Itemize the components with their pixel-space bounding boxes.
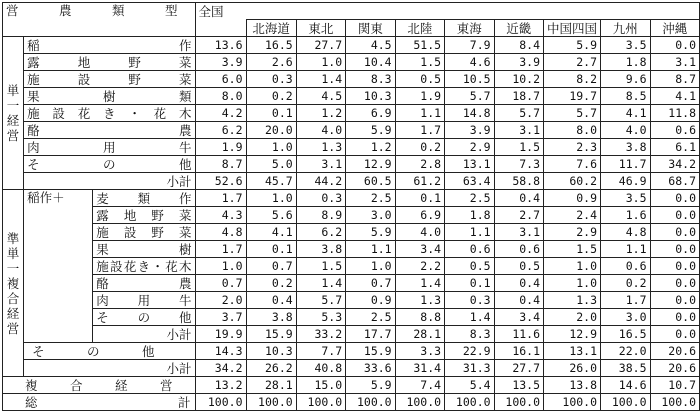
row-label: 小計 xyxy=(24,173,195,190)
value-cell: 1.7 xyxy=(195,190,246,207)
header-region: 九州 xyxy=(601,20,650,37)
row-label: 小計 xyxy=(93,326,195,343)
table-row xyxy=(3,88,700,105)
value-cell: 1.0 xyxy=(296,54,345,71)
header-region: 近畿 xyxy=(494,20,543,37)
value-cell: 8.7 xyxy=(650,71,700,88)
value-cell: 5.9 xyxy=(346,122,395,139)
value-cell: 3.9 xyxy=(445,122,494,139)
value-cell: 52.6 xyxy=(195,173,246,190)
value-cell: 0.0 xyxy=(650,207,700,224)
value-cell: 4.1 xyxy=(601,105,650,122)
value-cell: 2.9 xyxy=(544,224,601,241)
value-cell: 34.2 xyxy=(195,360,246,377)
value-cell: 20.6 xyxy=(650,343,700,360)
value-cell: 1.4 xyxy=(296,71,345,88)
value-cell: 11.7 xyxy=(601,156,650,173)
value-cell: 4.3 xyxy=(195,207,246,224)
table-row xyxy=(3,224,700,241)
value-cell: 2.5 xyxy=(346,309,395,326)
value-cell: 3.5 xyxy=(601,190,650,207)
value-cell: 19.7 xyxy=(544,88,601,105)
header-region: 関東 xyxy=(346,20,395,37)
value-cell: 10.4 xyxy=(346,54,395,71)
value-cell: 1.4 xyxy=(395,275,444,292)
value-cell: 1.9 xyxy=(395,88,444,105)
value-cell: 33.6 xyxy=(346,360,395,377)
row-label: その他 xyxy=(24,343,195,360)
farm-type-table xyxy=(2,2,700,411)
row-label: 複合経営 xyxy=(3,377,196,394)
value-cell: 1.0 xyxy=(544,258,601,275)
value-cell: 1.1 xyxy=(601,241,650,258)
value-cell: 8.2 xyxy=(544,71,601,88)
value-cell: 28.1 xyxy=(395,326,444,343)
value-cell: 5.9 xyxy=(346,224,395,241)
value-cell: 6.2 xyxy=(195,122,246,139)
row-label: 小計 xyxy=(24,360,195,377)
value-cell: 8.0 xyxy=(544,122,601,139)
table-row xyxy=(3,207,700,224)
value-cell: 18.7 xyxy=(494,88,543,105)
table-row xyxy=(3,37,700,54)
value-cell: 26.0 xyxy=(544,360,601,377)
value-cell: 8.7 xyxy=(195,156,246,173)
section-label-char: 経 xyxy=(6,113,20,128)
value-cell: 31.4 xyxy=(395,360,444,377)
header-region: 中国四国 xyxy=(544,20,601,37)
value-cell: 46.9 xyxy=(601,173,650,190)
value-cell: 0.7 xyxy=(246,258,296,275)
header-region: 東海 xyxy=(445,20,494,37)
value-cell: 1.4 xyxy=(296,275,345,292)
value-cell: 4.8 xyxy=(195,224,246,241)
value-cell: 1.0 xyxy=(246,139,296,156)
value-cell: 1.3 xyxy=(395,292,444,309)
value-cell: 2.4 xyxy=(544,207,601,224)
value-cell: 100.0 xyxy=(195,394,246,411)
value-cell: 8.3 xyxy=(445,326,494,343)
value-cell: 60.5 xyxy=(346,173,395,190)
value-cell: 8.8 xyxy=(395,309,444,326)
value-cell: 0.2 xyxy=(246,275,296,292)
header-region: 北海道 xyxy=(246,20,296,37)
value-cell: 27.7 xyxy=(494,360,543,377)
table-row xyxy=(3,343,700,360)
table-row xyxy=(3,326,700,343)
value-cell: 6.9 xyxy=(395,207,444,224)
value-cell: 5.7 xyxy=(494,105,543,122)
section-label-char: 一 xyxy=(6,98,20,113)
value-cell: 2.5 xyxy=(346,190,395,207)
value-cell: 3.1 xyxy=(494,122,543,139)
value-cell: 6.2 xyxy=(296,224,345,241)
value-cell: 1.0 xyxy=(195,258,246,275)
value-cell: 1.5 xyxy=(494,139,543,156)
value-cell: 7.6 xyxy=(544,156,601,173)
value-cell: 1.2 xyxy=(296,105,345,122)
quasi-section-label xyxy=(3,190,24,377)
value-cell: 44.2 xyxy=(296,173,345,190)
single-section-label xyxy=(3,37,24,190)
table-row xyxy=(3,258,700,275)
value-cell: 3.8 xyxy=(246,309,296,326)
value-cell: 8.3 xyxy=(346,71,395,88)
value-cell: 11.6 xyxy=(494,326,543,343)
table-row xyxy=(3,377,700,394)
value-cell: 33.2 xyxy=(296,326,345,343)
value-cell: 15.9 xyxy=(246,326,296,343)
value-cell: 14.3 xyxy=(195,343,246,360)
value-cell: 0.6 xyxy=(445,241,494,258)
value-cell: 100.0 xyxy=(395,394,444,411)
value-cell: 1.7 xyxy=(395,122,444,139)
value-cell: 3.9 xyxy=(494,54,543,71)
value-cell: 2.7 xyxy=(494,207,543,224)
value-cell: 3.5 xyxy=(601,37,650,54)
section-label-char: 単 xyxy=(6,83,20,98)
value-cell: 22.9 xyxy=(445,343,494,360)
value-cell: 8.5 xyxy=(601,88,650,105)
value-cell: 58.8 xyxy=(494,173,543,190)
value-cell: 10.3 xyxy=(346,88,395,105)
value-cell: 6.0 xyxy=(195,71,246,88)
value-cell: 0.4 xyxy=(246,292,296,309)
value-cell: 13.1 xyxy=(544,343,601,360)
table-row xyxy=(3,394,700,411)
value-cell: 0.0 xyxy=(650,326,700,343)
table-row xyxy=(3,241,700,258)
value-cell: 16.5 xyxy=(601,326,650,343)
value-cell: 5.7 xyxy=(544,105,601,122)
value-cell: 3.1 xyxy=(296,156,345,173)
value-cell: 0.0 xyxy=(650,224,700,241)
value-cell: 7.4 xyxy=(395,377,444,394)
table-row xyxy=(3,139,700,156)
value-cell: 1.3 xyxy=(296,139,345,156)
header-region: 北陸 xyxy=(395,20,444,37)
value-cell: 1.0 xyxy=(544,275,601,292)
value-cell: 11.8 xyxy=(650,105,700,122)
value-cell: 1.9 xyxy=(195,139,246,156)
value-cell: 8.0 xyxy=(195,88,246,105)
value-cell: 51.5 xyxy=(395,37,444,54)
value-cell: 0.3 xyxy=(246,71,296,88)
value-cell: 20.6 xyxy=(650,360,700,377)
section-label-char: 単 xyxy=(6,245,20,261)
value-cell: 100.0 xyxy=(650,394,700,411)
row-label: 総計 xyxy=(3,394,196,411)
row-label: 肉用牛 xyxy=(24,139,195,156)
value-cell: 3.8 xyxy=(601,139,650,156)
value-cell: 2.3 xyxy=(544,139,601,156)
value-cell: 0.5 xyxy=(395,71,444,88)
value-cell: 45.7 xyxy=(246,173,296,190)
value-cell: 4.1 xyxy=(650,88,700,105)
section-label-char: 経 xyxy=(6,305,20,321)
value-cell: 4.6 xyxy=(445,54,494,71)
value-cell: 16.1 xyxy=(494,343,543,360)
value-cell: 0.7 xyxy=(195,275,246,292)
value-cell: 1.1 xyxy=(445,224,494,241)
value-cell: 0.3 xyxy=(445,292,494,309)
value-cell: 0.0 xyxy=(650,241,700,258)
value-cell: 61.2 xyxy=(395,173,444,190)
value-cell: 14.8 xyxy=(445,105,494,122)
value-cell: 0.3 xyxy=(296,190,345,207)
value-cell: 60.2 xyxy=(544,173,601,190)
value-cell: 3.4 xyxy=(395,241,444,258)
section-label-char: 営 xyxy=(6,320,20,336)
value-cell: 4.2 xyxy=(195,105,246,122)
value-cell: 5.6 xyxy=(246,207,296,224)
row-label: 施設花き・花木 xyxy=(24,105,195,122)
value-cell: 6.1 xyxy=(650,139,700,156)
value-cell: 1.7 xyxy=(195,241,246,258)
value-cell: 2.0 xyxy=(195,292,246,309)
row-label: 露地野菜 xyxy=(24,54,195,71)
value-cell: 2.8 xyxy=(395,156,444,173)
value-cell: 0.7 xyxy=(346,275,395,292)
value-cell: 0.4 xyxy=(494,275,543,292)
value-cell: 2.7 xyxy=(544,54,601,71)
value-cell: 3.7 xyxy=(195,309,246,326)
table-row xyxy=(3,156,700,173)
value-cell: 13.2 xyxy=(195,377,246,394)
value-cell: 2.9 xyxy=(445,139,494,156)
value-cell: 1.5 xyxy=(395,54,444,71)
value-cell: 4.8 xyxy=(601,224,650,241)
value-cell: 0.0 xyxy=(650,37,700,54)
value-cell: 10.2 xyxy=(494,71,543,88)
value-cell: 4.1 xyxy=(246,224,296,241)
value-cell: 31.3 xyxy=(445,360,494,377)
value-cell: 1.0 xyxy=(346,258,395,275)
value-cell: 1.3 xyxy=(544,292,601,309)
value-cell: 0.0 xyxy=(650,190,700,207)
header-region: 東北 xyxy=(296,20,345,37)
value-cell: 1.6 xyxy=(601,207,650,224)
value-cell: 8.9 xyxy=(296,207,345,224)
value-cell: 13.1 xyxy=(445,156,494,173)
table-row xyxy=(3,122,700,139)
value-cell: 1.1 xyxy=(395,105,444,122)
value-cell: 14.6 xyxy=(601,377,650,394)
value-cell: 1.5 xyxy=(544,241,601,258)
section-label-char: 準 xyxy=(6,230,20,246)
row-label: その他 xyxy=(24,156,195,173)
table-row xyxy=(3,292,700,309)
value-cell: 4.0 xyxy=(601,122,650,139)
row-label: 果樹類 xyxy=(24,88,195,105)
value-cell: 7.9 xyxy=(445,37,494,54)
table-row xyxy=(3,309,700,326)
value-cell: 0.1 xyxy=(246,241,296,258)
value-cell: 19.9 xyxy=(195,326,246,343)
value-cell: 1.5 xyxy=(296,258,345,275)
value-cell: 3.4 xyxy=(494,309,543,326)
value-cell: 100.0 xyxy=(445,394,494,411)
value-cell: 100.0 xyxy=(346,394,395,411)
row-label: 施設野菜 xyxy=(24,71,195,88)
value-cell: 34.2 xyxy=(650,156,700,173)
value-cell: 0.9 xyxy=(544,190,601,207)
value-cell: 0.1 xyxy=(246,105,296,122)
table-row xyxy=(3,54,700,71)
value-cell: 8.4 xyxy=(494,37,543,54)
value-cell: 1.2 xyxy=(346,139,395,156)
value-cell: 5.0 xyxy=(246,156,296,173)
table-row xyxy=(3,71,700,88)
header-region: 沖縄 xyxy=(650,20,700,37)
value-cell: 0.2 xyxy=(395,139,444,156)
value-cell: 13.8 xyxy=(544,377,601,394)
value-cell: 7.7 xyxy=(296,343,345,360)
value-cell: 100.0 xyxy=(296,394,345,411)
row-label: 麦類作 xyxy=(93,190,195,207)
value-cell: 5.7 xyxy=(445,88,494,105)
value-cell: 1.0 xyxy=(246,190,296,207)
value-cell: 0.0 xyxy=(650,309,700,326)
value-cell: 0.2 xyxy=(246,88,296,105)
value-cell: 1.7 xyxy=(601,292,650,309)
value-cell: 28.1 xyxy=(246,377,296,394)
value-cell: 10.3 xyxy=(246,343,296,360)
value-cell: 15.9 xyxy=(346,343,395,360)
value-cell: 1.4 xyxy=(445,309,494,326)
header-national-spacer xyxy=(195,20,246,37)
value-cell: 15.0 xyxy=(296,377,345,394)
value-cell: 9.6 xyxy=(601,71,650,88)
value-cell: 100.0 xyxy=(246,394,296,411)
value-cell: 38.5 xyxy=(601,360,650,377)
value-cell: 2.5 xyxy=(445,190,494,207)
value-cell: 13.5 xyxy=(494,377,543,394)
value-cell: 10.5 xyxy=(445,71,494,88)
value-cell: 3.1 xyxy=(494,224,543,241)
value-cell: 100.0 xyxy=(601,394,650,411)
row-label: 露地野菜 xyxy=(93,207,195,224)
value-cell: 0.4 xyxy=(494,292,543,309)
value-cell: 27.7 xyxy=(296,37,345,54)
value-cell: 0.4 xyxy=(494,190,543,207)
value-cell: 1.1 xyxy=(346,241,395,258)
value-cell: 6.9 xyxy=(346,105,395,122)
value-cell: 63.4 xyxy=(445,173,494,190)
value-cell: 20.0 xyxy=(246,122,296,139)
value-cell: 4.5 xyxy=(296,88,345,105)
value-cell: 2.0 xyxy=(544,309,601,326)
rice-plus-label: 稲作＋ xyxy=(24,190,93,343)
value-cell: 3.8 xyxy=(296,241,345,258)
value-cell: 0.6 xyxy=(601,258,650,275)
table-row xyxy=(3,275,700,292)
value-cell: 3.9 xyxy=(195,54,246,71)
value-cell: 13.6 xyxy=(195,37,246,54)
value-cell: 5.3 xyxy=(296,309,345,326)
value-cell: 3.1 xyxy=(650,54,700,71)
value-cell: 3.3 xyxy=(395,343,444,360)
table-row xyxy=(3,190,700,207)
table-row xyxy=(3,105,700,122)
table-row xyxy=(3,173,700,190)
value-cell: 3.0 xyxy=(601,309,650,326)
row-label: その他 xyxy=(93,309,195,326)
value-cell: 0.5 xyxy=(445,258,494,275)
value-cell: 0.5 xyxy=(494,258,543,275)
row-label: 果樹 xyxy=(93,241,195,258)
value-cell: 4.5 xyxy=(346,37,395,54)
value-cell: 5.9 xyxy=(544,37,601,54)
row-label: 稲作 xyxy=(24,37,195,54)
value-cell: 12.9 xyxy=(346,156,395,173)
value-cell: 3.0 xyxy=(346,207,395,224)
value-cell: 2.2 xyxy=(395,258,444,275)
section-label-char: 合 xyxy=(6,290,20,306)
row-label: 肉用牛 xyxy=(93,292,195,309)
value-cell: 0.6 xyxy=(650,122,700,139)
section-label-char: 営 xyxy=(6,128,20,143)
row-label: 酪農 xyxy=(93,275,195,292)
section-label-char: 一 xyxy=(6,260,20,276)
value-cell: 0.9 xyxy=(346,292,395,309)
value-cell: 2.6 xyxy=(246,54,296,71)
row-label: 酪農 xyxy=(24,122,195,139)
value-cell: 1.8 xyxy=(445,207,494,224)
value-cell: 1.8 xyxy=(601,54,650,71)
value-cell: 5.7 xyxy=(296,292,345,309)
value-cell: 100.0 xyxy=(494,394,543,411)
value-cell: 22.0 xyxy=(601,343,650,360)
table-row xyxy=(3,360,700,377)
header-type-label: 営 農 類 型 xyxy=(3,3,196,37)
value-cell: 0.0 xyxy=(650,292,700,309)
header-national: 全国 xyxy=(195,3,699,20)
value-cell: 26.2 xyxy=(246,360,296,377)
section-label-char: 複 xyxy=(6,275,20,291)
value-cell: 10.7 xyxy=(650,377,700,394)
value-cell: 4.0 xyxy=(296,122,345,139)
row-label: 施設花き・花木 xyxy=(93,258,195,275)
value-cell: 0.1 xyxy=(445,275,494,292)
value-cell: 4.0 xyxy=(395,224,444,241)
value-cell: 68.7 xyxy=(650,173,700,190)
value-cell: 16.5 xyxy=(246,37,296,54)
value-cell: 17.7 xyxy=(346,326,395,343)
row-label: 施設野菜 xyxy=(93,224,195,241)
value-cell: 5.9 xyxy=(346,377,395,394)
value-cell: 7.3 xyxy=(494,156,543,173)
value-cell: 40.8 xyxy=(296,360,345,377)
value-cell: 100.0 xyxy=(544,394,601,411)
value-cell: 5.4 xyxy=(445,377,494,394)
value-cell: 0.0 xyxy=(650,275,700,292)
value-cell: 0.2 xyxy=(601,275,650,292)
value-cell: 0.0 xyxy=(650,258,700,275)
value-cell: 12.9 xyxy=(544,326,601,343)
value-cell: 0.1 xyxy=(395,190,444,207)
value-cell: 0.6 xyxy=(494,241,543,258)
